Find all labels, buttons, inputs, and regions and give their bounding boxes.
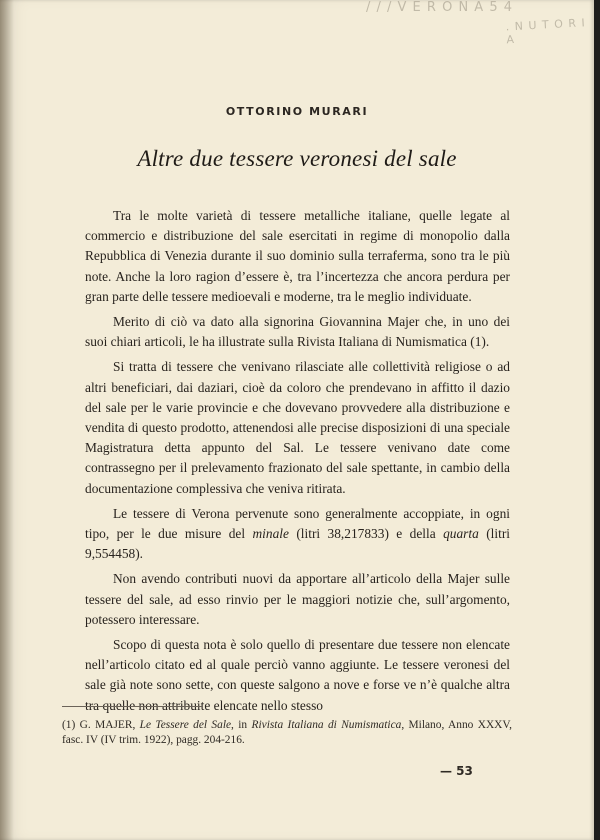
text-segment: (litri 9,554458). [85,526,510,562]
footnote [62,718,512,748]
italic-text: quarta [443,526,479,542]
paragraph [85,312,510,352]
text-segment: (1) G. MAJER, [62,719,140,731]
text-segment: Merito di ciò va dato alla signorina Giovannina Majer che, in uno dei suoi chiari articoli, le ha illustrate sulla Rivista Italiana di Numismatica (1). [85,314,510,350]
text-segment: Scopo di questa nota è solo quello di presentare due tessere non elencate nell’articolo citato ed al quale perciò vanno aggiunte. Le tessere veronesi del sale già note sono sette, con queste salgono a nove e forse ve n’è qualche altra tra quelle non attribuite elencate nello stesso [85,637,510,713]
italic-text: minale [252,526,289,542]
text-segment: Tra le molte varietà di tessere metalliche italiane, quelle legate al commercio e distribuzione del sale esercitati in regime di monopolio dalla Repubblica di Venezia durante il suo dominio sulla terraferma, sono tra le più note. Anche la loro ragion d’essere è, tra l’incertezza che ancora perdura per gran parte delle tessere medioevali e moderne, tra le meglio individuate. [85,208,510,304]
italic-text: Rivista Italiana di Numismatica [251,719,402,731]
paragraph [85,504,510,565]
text-segment: Non avendo contributi nuovi da apportare all’articolo della Majer sulle tessere del sale, ad esso rinvio per le maggiori notizie che, sull’argomento, potessero interessare. [85,571,510,627]
pencil-annotation-line-2: . N U T O R I A [505,16,586,47]
page-number: — 53 [440,764,473,778]
footnote-divider [62,706,202,707]
article-body [85,206,510,721]
italic-text: Le Tessere del Sale [139,719,232,731]
text-segment: , in [231,719,252,731]
text-segment: Le tessere di Verona pervenute sono generalmente accoppiate, in ogni tipo, per le due misure del [85,505,510,542]
paragraph [85,635,510,716]
text-segment: (litri 38,217833) e della [288,526,444,542]
page-edge [594,0,600,840]
text-segment: Si tratta di tessere che venivano rilasciate alle collettività religiose o ad altri beneficiari, dai daziari, cioè da coloro che prendevano in affitto il dazio del sale per le varie provincie e che dovevano provvedere alla distribuzione e vendita di questo prodotto, attenendosi alle precise disposizioni di una speciale Magistratura detta appunto del Sal. Le tessere venivano date come contrassegno per il prelevamento frazionato del sale spettante, in cambio della documentazione complessiva che veniva ritirata. [85,359,510,496]
paragraph [85,569,510,630]
pencil-annotation-line-1: / / / V E R O N A 5 4 [366,0,513,15]
article-title: Altre due tessere veronesi del sale [137,146,457,171]
paragraph [85,206,510,307]
author-name: OTTORINO MURARI [225,105,369,118]
text-segment: , Milano, Anno XXXV, fasc. IV (IV trim. 1922), pagg. 204-216. [62,719,513,746]
paragraph [85,357,510,498]
